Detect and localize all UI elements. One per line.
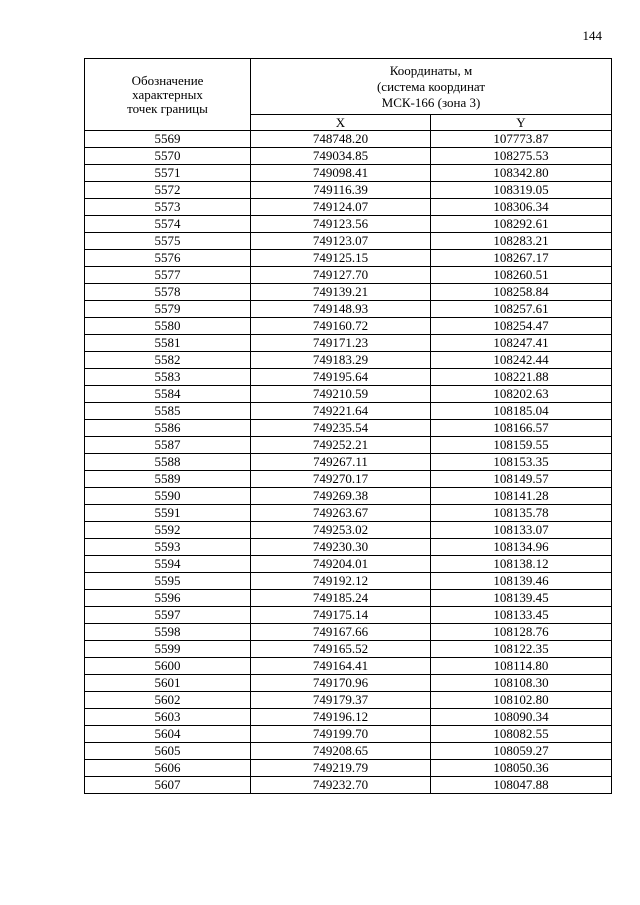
point-header-line: характерных (132, 86, 203, 102)
y-coordinate-cell: 108257.61 (431, 301, 612, 318)
point-number-cell: 5569 (85, 131, 251, 148)
point-number-cell: 5599 (85, 641, 251, 658)
table-row (85, 471, 612, 488)
point-number-cell: 5575 (85, 233, 251, 250)
x-coordinate-cell: 749269.38 (251, 488, 431, 505)
table-row (85, 352, 612, 369)
table-row (85, 148, 612, 165)
x-coordinate-cell: 749210.59 (251, 386, 431, 403)
x-coordinate-cell: 749204.01 (251, 556, 431, 573)
table-row (85, 369, 612, 386)
y-coordinate-cell: 108166.57 (431, 420, 612, 437)
x-coordinate-cell: 749230.30 (251, 539, 431, 556)
table-row (85, 760, 612, 777)
table-row (85, 250, 612, 267)
point-number-cell: 5571 (85, 165, 251, 182)
table-row (85, 182, 612, 199)
table-row (85, 454, 612, 471)
point-number-cell: 5587 (85, 437, 251, 454)
y-coordinate-cell: 108258.84 (431, 284, 612, 301)
point-header-line: Обозначение (131, 72, 204, 88)
point-number-cell: 5592 (85, 522, 251, 539)
point-number-cell: 5595 (85, 573, 251, 590)
y-coordinate-cell: 108133.45 (431, 607, 612, 624)
coordinates-table (84, 58, 612, 794)
y-coordinate-cell: 108138.12 (431, 556, 612, 573)
y-coordinate-cell: 108139.46 (431, 573, 612, 590)
table-header (85, 59, 612, 131)
point-number-cell: 5577 (85, 267, 251, 284)
y-coordinate-cell: 108319.05 (431, 182, 612, 199)
table-row (85, 216, 612, 233)
y-coordinate-cell: 108133.07 (431, 522, 612, 539)
y-coordinate-cell: 108128.76 (431, 624, 612, 641)
point-number-cell: 5576 (85, 250, 251, 267)
coords-header-line: (система координат (376, 78, 486, 94)
table-row (85, 624, 612, 641)
page-number: 144 (582, 28, 602, 43)
x-coordinate-cell: 749139.21 (251, 284, 431, 301)
table-row (85, 318, 612, 335)
x-coordinate-cell: 749179.37 (251, 692, 431, 709)
table-row (85, 590, 612, 607)
point-number-cell: 5591 (85, 505, 251, 522)
y-coordinate-cell: 108153.35 (431, 454, 612, 471)
table-row (85, 284, 612, 301)
point-number-cell: 5600 (85, 658, 251, 675)
y-coordinate-cell: 108254.47 (431, 318, 612, 335)
y-coordinate-cell: 108306.34 (431, 199, 612, 216)
point-number-cell: 5588 (85, 454, 251, 471)
point-number-cell: 5594 (85, 556, 251, 573)
table-row (85, 777, 612, 794)
table-row (85, 658, 612, 675)
x-coordinate-cell: 749123.07 (251, 233, 431, 250)
y-coordinate-cell: 108134.96 (431, 539, 612, 556)
y-coordinate-cell: 108108.30 (431, 675, 612, 692)
y-coordinate-cell: 108247.41 (431, 335, 612, 352)
x-column-header: X (251, 115, 431, 131)
point-number-cell: 5597 (85, 607, 251, 624)
y-coordinate-cell: 108185.04 (431, 403, 612, 420)
table-row (85, 607, 612, 624)
table-row (85, 709, 612, 726)
y-coordinate-cell: 108114.80 (431, 658, 612, 675)
y-coordinate-cell: 108283.21 (431, 233, 612, 250)
table-row (85, 199, 612, 216)
table-row (85, 267, 612, 284)
x-coordinate-cell: 749195.64 (251, 369, 431, 386)
x-coordinate-cell: 749164.41 (251, 658, 431, 675)
x-coordinate-cell: 749185.24 (251, 590, 431, 607)
x-coordinate-cell: 749034.85 (251, 148, 431, 165)
table-row (85, 403, 612, 420)
point-number-cell: 5598 (85, 624, 251, 641)
table-row (85, 556, 612, 573)
point-number-cell: 5578 (85, 284, 251, 301)
y-coordinate-cell: 108122.35 (431, 641, 612, 658)
coordinates-header (251, 59, 612, 115)
y-coordinate-cell: 108221.88 (431, 369, 612, 386)
x-coordinate-cell: 749171.23 (251, 335, 431, 352)
table-row (85, 743, 612, 760)
table-row (85, 641, 612, 658)
point-number-cell: 5606 (85, 760, 251, 777)
x-coordinate-cell: 749253.02 (251, 522, 431, 539)
point-number-cell: 5586 (85, 420, 251, 437)
x-coordinate-cell: 748748.20 (251, 131, 431, 148)
point-number-cell: 5607 (85, 777, 251, 794)
table-row (85, 522, 612, 539)
point-number-cell: 5570 (85, 148, 251, 165)
x-coordinate-cell: 749252.21 (251, 437, 431, 454)
x-coordinate-cell: 749270.17 (251, 471, 431, 488)
x-coordinate-cell: 749160.72 (251, 318, 431, 335)
y-coordinate-cell: 108275.53 (431, 148, 612, 165)
x-coordinate-cell: 749232.70 (251, 777, 431, 794)
y-coordinate-cell: 108149.57 (431, 471, 612, 488)
table-row (85, 335, 612, 352)
point-header-line: точек границы (127, 100, 208, 116)
y-coordinate-cell: 108342.80 (431, 165, 612, 182)
point-number-cell: 5579 (85, 301, 251, 318)
x-coordinate-cell: 749116.39 (251, 182, 431, 199)
y-coordinate-cell: 108292.61 (431, 216, 612, 233)
point-number-cell: 5604 (85, 726, 251, 743)
point-number-cell: 5590 (85, 488, 251, 505)
table-row (85, 165, 612, 182)
x-coordinate-cell: 749183.29 (251, 352, 431, 369)
table-row (85, 539, 612, 556)
x-coordinate-cell: 749196.12 (251, 709, 431, 726)
table-row (85, 233, 612, 250)
y-coordinate-cell: 108135.78 (431, 505, 612, 522)
point-number-cell: 5601 (85, 675, 251, 692)
table-row (85, 386, 612, 403)
x-coordinate-cell: 749267.11 (251, 454, 431, 471)
y-coordinate-cell: 108267.17 (431, 250, 612, 267)
coords-header-line: МСК-166 (зона 3) (381, 94, 481, 110)
table-row (85, 505, 612, 522)
point-number-cell: 5581 (85, 335, 251, 352)
table-row (85, 692, 612, 709)
table-row (85, 301, 612, 318)
y-coordinate-cell: 108242.44 (431, 352, 612, 369)
y-column-header: Y (431, 115, 612, 131)
y-coordinate-cell: 108260.51 (431, 267, 612, 284)
point-number-cell: 5572 (85, 182, 251, 199)
x-coordinate-cell: 749170.96 (251, 675, 431, 692)
x-coordinate-cell: 749125.15 (251, 250, 431, 267)
table-row (85, 420, 612, 437)
x-coordinate-cell: 749148.93 (251, 301, 431, 318)
table-row (85, 437, 612, 454)
y-coordinate-cell: 108202.63 (431, 386, 612, 403)
x-coordinate-cell: 749165.52 (251, 641, 431, 658)
y-coordinate-cell: 108159.55 (431, 437, 612, 454)
point-number-cell: 5573 (85, 199, 251, 216)
table-row (85, 573, 612, 590)
y-coordinate-cell: 108059.27 (431, 743, 612, 760)
point-number-cell: 5596 (85, 590, 251, 607)
point-number-cell: 5603 (85, 709, 251, 726)
x-coordinate-cell: 749127.70 (251, 267, 431, 284)
y-coordinate-cell: 108047.88 (431, 777, 612, 794)
y-coordinate-cell: 108139.45 (431, 590, 612, 607)
y-coordinate-cell: 108141.28 (431, 488, 612, 505)
point-number-cell: 5593 (85, 539, 251, 556)
point-number-cell: 5574 (85, 216, 251, 233)
point-number-cell: 5605 (85, 743, 251, 760)
x-coordinate-cell: 749208.65 (251, 743, 431, 760)
coords-header-line: Координаты, м (389, 62, 473, 78)
x-coordinate-cell: 749175.14 (251, 607, 431, 624)
y-coordinate-cell: 107773.87 (431, 131, 612, 148)
x-coordinate-cell: 749192.12 (251, 573, 431, 590)
table-row (85, 675, 612, 692)
x-coordinate-cell: 749123.56 (251, 216, 431, 233)
point-number-cell: 5583 (85, 369, 251, 386)
x-coordinate-cell: 749167.66 (251, 624, 431, 641)
table-row (85, 726, 612, 743)
point-designation-header (85, 59, 251, 131)
point-number-cell: 5602 (85, 692, 251, 709)
table-row (85, 488, 612, 505)
x-coordinate-cell: 749263.67 (251, 505, 431, 522)
y-coordinate-cell: 108090.34 (431, 709, 612, 726)
y-coordinate-cell: 108082.55 (431, 726, 612, 743)
point-number-cell: 5580 (85, 318, 251, 335)
point-number-cell: 5589 (85, 471, 251, 488)
x-coordinate-cell: 749235.54 (251, 420, 431, 437)
table-row (85, 131, 612, 148)
x-coordinate-cell: 749098.41 (251, 165, 431, 182)
x-coordinate-cell: 749221.64 (251, 403, 431, 420)
point-number-cell: 5584 (85, 386, 251, 403)
x-coordinate-cell: 749124.07 (251, 199, 431, 216)
y-coordinate-cell: 108102.80 (431, 692, 612, 709)
table-body (85, 131, 612, 794)
y-coordinate-cell: 108050.36 (431, 760, 612, 777)
x-coordinate-cell: 749219.79 (251, 760, 431, 777)
point-number-cell: 5585 (85, 403, 251, 420)
x-coordinate-cell: 749199.70 (251, 726, 431, 743)
point-number-cell: 5582 (85, 352, 251, 369)
